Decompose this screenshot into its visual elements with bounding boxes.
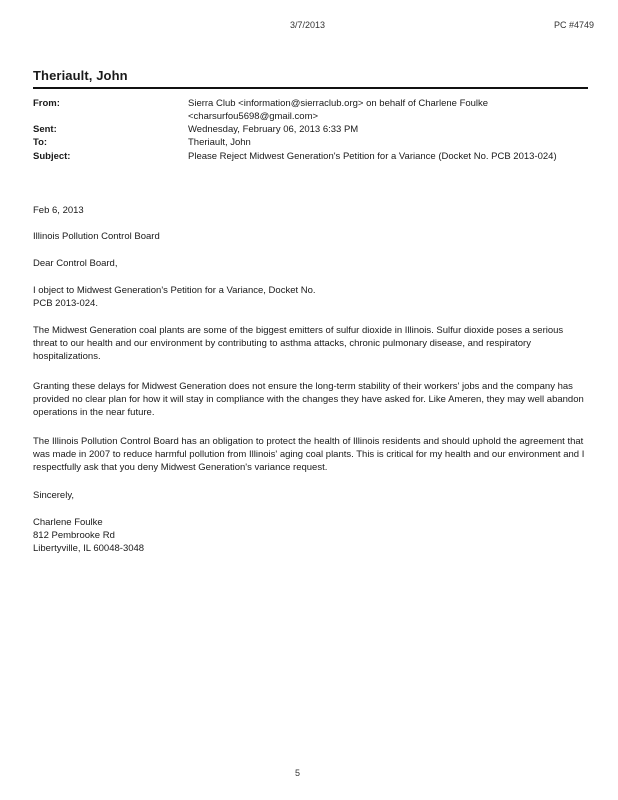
date-stamp: 3/7/2013 [290,20,326,30]
letter-date: Feb 6, 2013 [33,205,84,216]
sent-label: Sent: [33,124,57,135]
to-value: Theriault, John [188,137,251,148]
to-label: To: [33,137,48,148]
subject-value: Please Reject Midwest Generation's Petition for a Variance (Docket No. PCB 2013-024) [188,151,557,162]
letter-recipient: Illinois Pollution Control Board [33,231,160,242]
from-value: Sierra Club <information@sierraclub.org> on behalf of Charlene Foulke [188,98,489,109]
objection-line-1: I object to Midwest Generation's Petition for a Variance, Docket No. [33,285,316,296]
letter-salutation: Dear Control Board, [33,258,118,269]
subject-label: Subject: [33,151,71,162]
signature-city: Libertyville, IL 60048-3048 [33,543,145,554]
signature-name: Charlene Foulke [33,517,103,528]
header-divider [33,87,588,89]
sent-value: Wednesday, February 06, 2013 6:33 PM [188,124,359,135]
from-label: From: [33,98,60,109]
paragraph-delays: Granting these delays for Midwest Generation does not ensure the long-term stability of their workers' jobs and the company has provided no clear plan for how it will stay in compliance with the changes they have asked for. Like Ameren, they may well abandon operations in the near future. [33,381,584,418]
mailbox-owner-name: Theriault, John [33,68,128,83]
paragraph-obligation: The Illinois Pollution Control Board has an obligation to protect the health of Illinois residents and should uphold the agreement that was made in 2007 to reduce harmful pollution from Illinois' aging coal plants. This is critical for my health and our environment and I respectfully ask that you deny Midwest Generation's variance request. [33,436,585,473]
letter-closing: Sincerely, [33,490,75,501]
document-number: PC #4749 [554,20,595,30]
signature-street: 812 Pembrooke Rd [33,530,115,541]
from-email-value: <charsurfou5698@gmail.com> [188,111,319,122]
page-number: 5 [295,768,301,778]
objection-line-2: PCB 2013-024. [33,298,98,309]
paragraph-sulfur-dioxide: The Midwest Generation coal plants are some of the biggest emitters of sulfur dioxide in Illinois. Sulfur dioxide poses a serious threat to our health and our environment by contributing to asthma attacks, chronic pulmonary disease, and respiratory hospitalizations. [33,325,564,362]
